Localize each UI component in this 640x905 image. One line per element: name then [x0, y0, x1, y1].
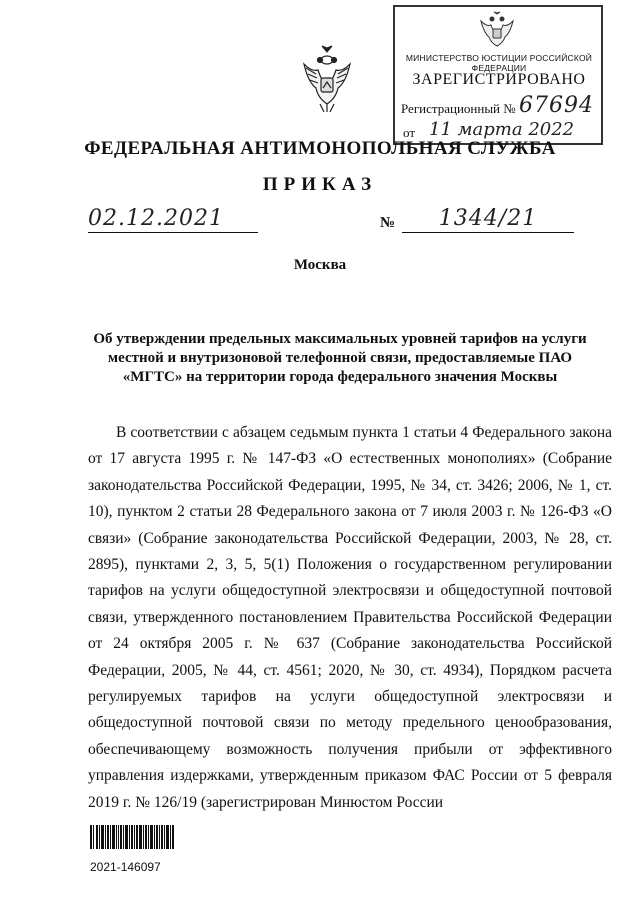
- order-title: ПРИКАЗ: [262, 174, 378, 195]
- stamp-ministry-text: МИНИСТЕРСТВО ЮСТИЦИИ РОССИЙСКОЙ ФЕДЕРАЦИИ: [405, 53, 593, 73]
- stamp-emblem-icon: [479, 11, 515, 47]
- order-number-label: №: [380, 215, 396, 231]
- body-paragraph: В соответствии с абзацем седьмым пункта 1 статьи 4 Федерального закона от 17 августа 1995 г. № 147-ФЗ «О естественных монополиях» (Собрание законодательства Российской Федерации, 1995, № 34, ст. 3426; 2006, № 1, ст. 10), пунктом 2 статьи 28 Федерального закона от 7 июля 2003 г. № 126-ФЗ «О связи» (Собрание законодательства Российской Федерации, 2003, № 28, ст. 2895), пунктами 2, 3, 5, 5(1) Положения о государственном регулировании тарифов на услуги общедоступной электросвязи и общедоступной почтовой связи, утвержденного постановлением Правительства Российской Федерации от 24 октября 2005 г. № 637 (Собрание законодательства Российской Федерации, 2005, № 44, ст. 4561; 2020, № 30, ст. 4934), Порядком расчета регулируемых тарифов на услуги общедоступной электросвязи и общедоступной почтовой связи по методу предельного ценообразования, обеспечивающему возможность получения прибыли от эффективного управления издержками, утвержденным приказом ФАС России от 5 февраля 2019 г. № 126/19 (зарегистрирован Минюстом России: [88, 424, 612, 811]
- stamp-date-value: 11 марта 2022: [429, 119, 575, 140]
- order-subject: Об утверждении предельных максимальных уровней тарифов на услуги местной и внутризоновой телефонной связи, предоставляемые ПАО «МГТС» на территории города федерального значения Москвы: [93, 331, 587, 385]
- coat-of-arms-emblem: [300, 42, 354, 114]
- stamp-date-label: от: [403, 125, 416, 140]
- stamp-title: ЗАРЕГИСТРИРОВАНО: [412, 71, 586, 88]
- city: Москва: [293, 257, 347, 273]
- agency-name: ФЕДЕРАЛЬНАЯ АНТИМОНОПОЛЬНАЯ СЛУЖБА: [84, 138, 556, 159]
- registration-stamp: [393, 5, 603, 145]
- body-text: [88, 420, 612, 816]
- stamp-reg-label: Регистрационный №: [401, 101, 516, 116]
- order-number: 1344/21: [402, 206, 574, 233]
- order-date: 02.12.2021: [88, 206, 258, 233]
- barcode-icon: [90, 825, 174, 849]
- document-id: 2021-146097: [90, 860, 161, 874]
- stamp-reg-number: 67694: [519, 93, 594, 118]
